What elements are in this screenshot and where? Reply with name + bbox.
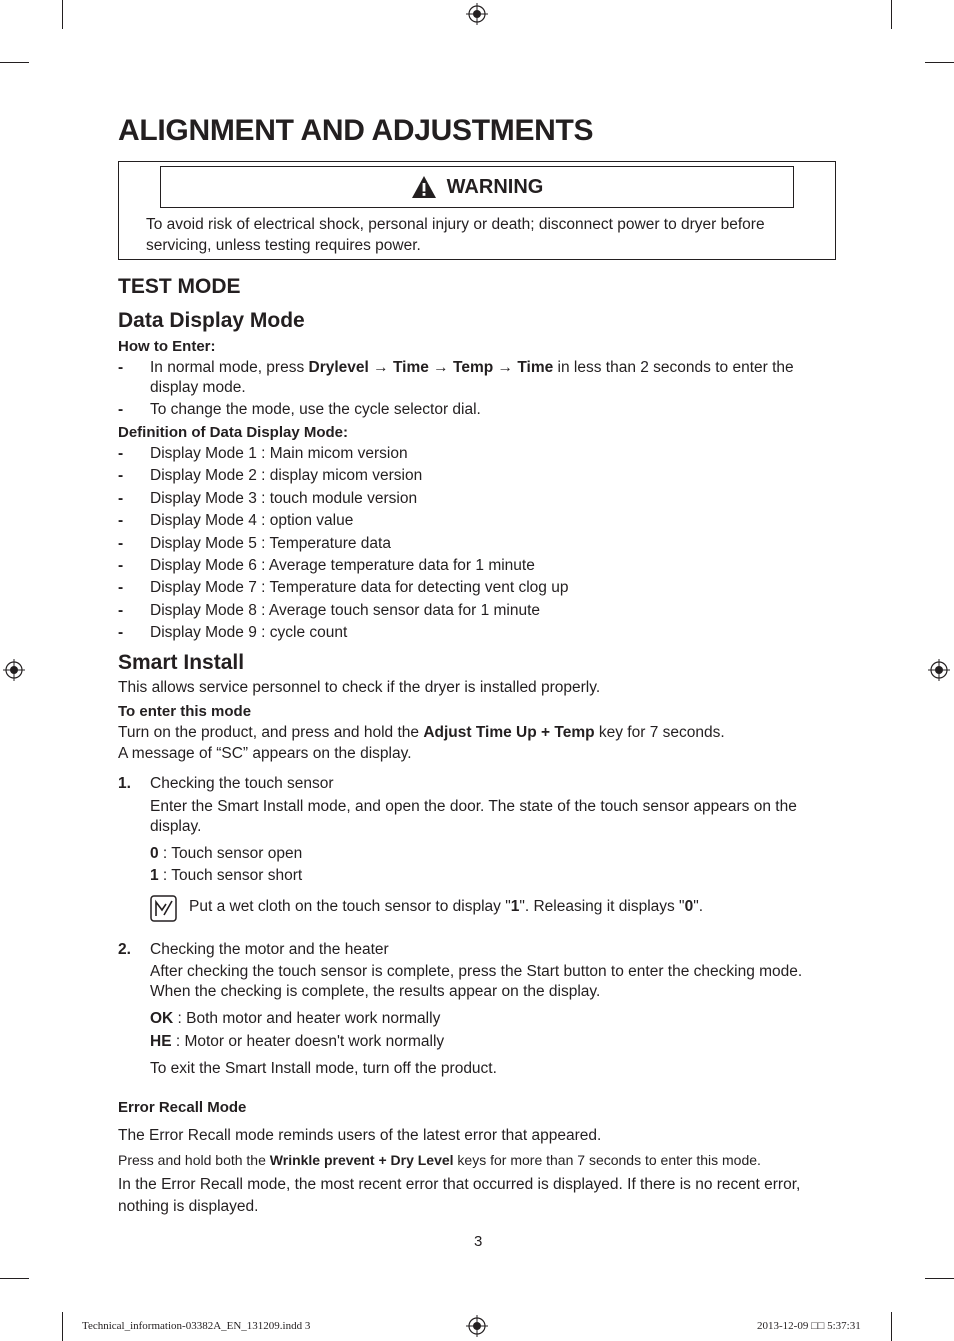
bullet-dash: - xyxy=(118,601,124,619)
display-mode-text: Display Mode 4 : option value xyxy=(150,512,354,530)
bullet-dash: - xyxy=(118,557,124,574)
enter-step-pre: In normal mode, press xyxy=(150,359,309,376)
smart-install-heading: Smart Install xyxy=(118,651,245,674)
list-item xyxy=(0,358,954,400)
list-item xyxy=(0,489,954,509)
enter-step-post: in less than 2 seconds to enter the display mode. xyxy=(150,359,794,396)
list-item xyxy=(0,556,954,576)
arrow: → xyxy=(428,359,453,376)
display-mode-text: Display Mode 5 : Temperature data xyxy=(150,534,391,552)
list-item xyxy=(0,444,954,464)
how-to-enter-label: How to Enter: xyxy=(118,338,216,355)
list-item xyxy=(0,601,954,621)
bullet-dash: - xyxy=(118,489,124,507)
code-value: HE xyxy=(150,1033,172,1050)
arrow: → xyxy=(368,359,393,376)
enter-mode-label: To enter this mode xyxy=(118,703,252,720)
bullet-dash: - xyxy=(118,445,124,462)
display-mode-text: Display Mode 8 : Average touch sensor data for 1 minute xyxy=(150,601,541,619)
bullet-dash: - xyxy=(118,624,124,642)
bullet-dash: - xyxy=(118,401,124,418)
registration-mark-icon xyxy=(3,659,25,681)
code-line xyxy=(150,844,302,864)
enter-step-text xyxy=(150,358,840,398)
error-recall-enter-post: keys for more than 7 seconds to enter this mode. xyxy=(453,1152,761,1168)
page-title: ALIGNMENT AND ADJUSTMENTS xyxy=(118,114,594,147)
crop-mark xyxy=(62,0,63,29)
code-line xyxy=(150,1009,440,1029)
arrow: → xyxy=(493,359,518,376)
list-item xyxy=(0,623,954,643)
display-mode-text: Display Mode 7 : Temperature data for detecting vent clog up xyxy=(150,579,569,597)
step-title: Checking the motor and the heater xyxy=(150,941,389,958)
bullet-dash: - xyxy=(118,534,124,552)
sc-message-text: A message of “SC” appears on the display. xyxy=(118,745,412,762)
list-item xyxy=(0,400,954,420)
display-mode-text: Display Mode 2 : display micom version xyxy=(150,467,423,485)
key-adjust-time-temp: Adjust Time Up + Temp xyxy=(423,724,595,741)
note-text xyxy=(189,897,703,917)
error-recall-enter-pre: Press and hold both the xyxy=(118,1152,270,1168)
key-drylevel: Drylevel xyxy=(308,359,369,376)
crop-mark xyxy=(0,1278,29,1279)
registration-mark-icon xyxy=(928,659,950,681)
note-icon xyxy=(150,895,177,922)
code-line xyxy=(150,866,302,886)
code-value: OK xyxy=(150,1010,174,1027)
error-recall-enter xyxy=(118,1151,761,1169)
code-value: 1 xyxy=(150,867,159,884)
enter-step-text: To change the mode, use the cycle selector dial. xyxy=(150,401,481,418)
key-time: Time xyxy=(517,359,554,376)
smart-install-intro: This allows service personnel to check if the dryer is installed properly. xyxy=(118,679,601,696)
enter-mode-pre: Turn on the product, and press and hold the xyxy=(118,724,424,741)
registration-mark-icon xyxy=(466,1315,488,1337)
note-value-0: 0 xyxy=(684,898,694,915)
exit-instruction: To exit the Smart Install mode, turn off the product. xyxy=(150,1060,497,1077)
bullet-dash: - xyxy=(118,512,124,530)
list-item xyxy=(0,534,954,554)
note-mid: ". Releasing it displays " xyxy=(519,898,685,915)
display-mode-text: Display Mode 3 : touch module version xyxy=(150,489,418,507)
step-description: Enter the Smart Install mode, and open the door. The state of the touch sensor appears on the display. xyxy=(150,798,797,835)
step-number: 1. xyxy=(118,775,131,792)
warning-triangle-icon xyxy=(411,175,437,199)
bullet-dash: - xyxy=(118,467,124,485)
code-meaning: : Motor or heater doesn't work normally xyxy=(171,1033,445,1050)
code-meaning: : Touch sensor short xyxy=(158,867,303,884)
list-item xyxy=(0,511,954,531)
display-mode-text: Display Mode 9 : cycle count xyxy=(150,624,348,642)
crop-mark xyxy=(925,1278,954,1279)
code-meaning: : Both motor and heater work normally xyxy=(173,1010,441,1027)
note-value-1: 1 xyxy=(510,898,520,915)
code-line xyxy=(150,1032,444,1052)
test-mode-heading: TEST MODE xyxy=(118,275,241,298)
error-recall-intro: The Error Recall mode reminds users of the latest error that appeared. xyxy=(118,1127,602,1144)
bullet-dash: - xyxy=(118,579,124,597)
enter-mode-post: key for 7 seconds. xyxy=(594,724,725,741)
step-title: Checking the touch sensor xyxy=(150,775,334,792)
definition-label: Definition of Data Display Mode: xyxy=(118,424,349,441)
crop-mark xyxy=(62,1312,63,1341)
error-recall-description: In the Error Recall mode, the most recent error that occurred is displayed. If there is no recent error, nothing is displayed. xyxy=(118,1176,801,1215)
warning-label: WARNING xyxy=(446,176,544,198)
slug-timestamp: 2013-12-09 □□ 5:37:31 xyxy=(757,1320,861,1332)
step-description: After checking the touch sensor is complete, press the Start button to enter the checking mode. When the checking is complete, the results appear on the display. xyxy=(150,963,803,1000)
list-item xyxy=(0,466,954,486)
display-mode-text: Display Mode 6 : Average temperature data for 1 minute xyxy=(150,557,535,574)
page-number: 3 xyxy=(474,1233,483,1250)
list-item xyxy=(0,578,954,598)
key-temp: Temp xyxy=(453,359,494,376)
key-time: Time xyxy=(392,359,429,376)
slug-filename: Technical_information-03382A_EN_131209.indd 3 xyxy=(82,1320,311,1332)
note-pre: Put a wet cloth on the touch sensor to display " xyxy=(189,898,511,915)
data-display-heading: Data Display Mode xyxy=(118,309,305,332)
bullet-dash: - xyxy=(118,359,124,376)
display-mode-text: Display Mode 1 : Main micom version xyxy=(150,445,408,462)
warning-text: To avoid risk of electrical shock, personal injury or death; disconnect power to dryer before servicing, unless testing requires power. xyxy=(146,216,765,254)
note-post: ". xyxy=(693,898,703,915)
crop-mark xyxy=(0,62,29,63)
crop-mark xyxy=(925,62,954,63)
enter-mode-text xyxy=(118,723,725,743)
crop-mark xyxy=(891,0,892,29)
key-wrinkle-dry-level: Wrinkle prevent + Dry Level xyxy=(269,1152,454,1168)
step-number: 2. xyxy=(118,941,131,958)
crop-mark xyxy=(891,1312,892,1341)
code-value: 0 xyxy=(150,845,159,862)
warning-header xyxy=(160,166,794,208)
code-meaning: : Touch sensor open xyxy=(158,845,303,862)
registration-mark-icon xyxy=(466,3,488,25)
error-recall-heading: Error Recall Mode xyxy=(118,1099,247,1116)
